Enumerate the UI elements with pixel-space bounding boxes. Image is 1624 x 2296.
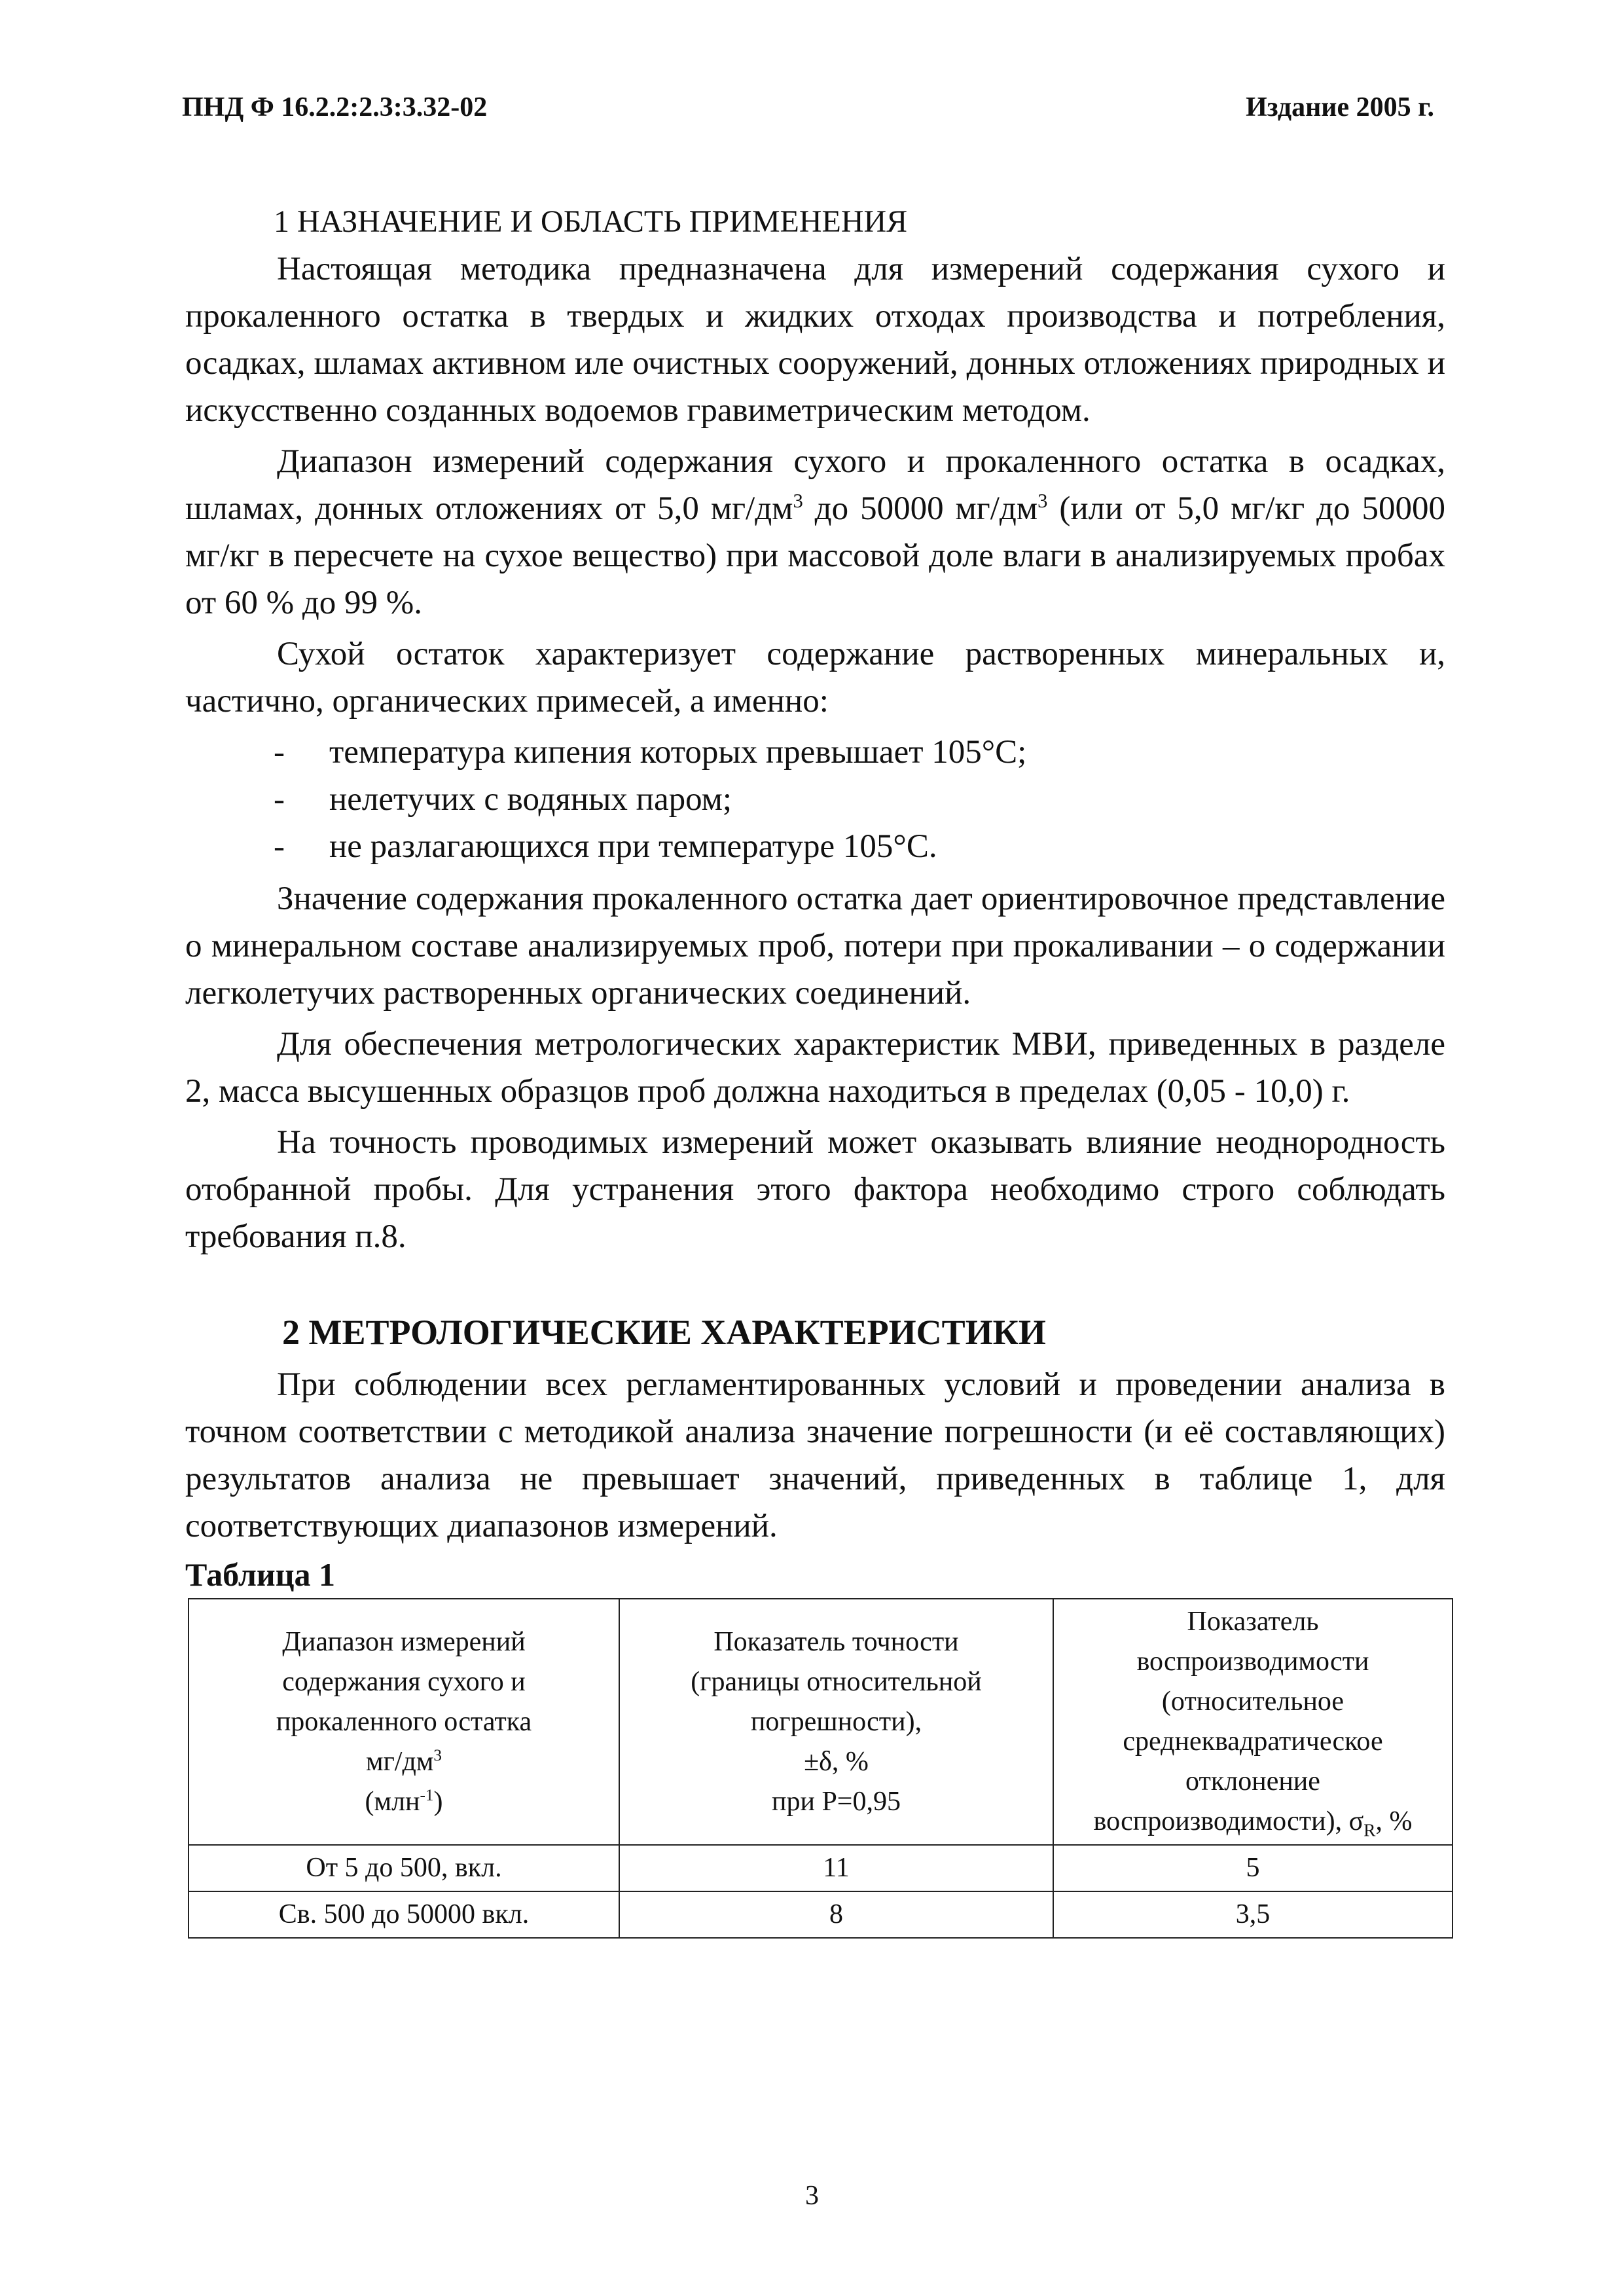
section-1-paragraph-mass: Для обеспечения метрологических характеристик МВИ, приведенных в разделе 2, масса высушенных образцов проб должна находиться в пределах (0,05 - 10,0) г.	[185, 1026, 1445, 1110]
list-item: - температура кипения которых превышает 105°С;	[274, 734, 1027, 771]
section-1-paragraph-accuracy: На точность проводимых измерений может оказывать влияние неоднородность отобранной пробы. Для устранения этого фактора необходимо строго соблюдать требования п.8.	[185, 1124, 1445, 1255]
impurity-list	[185, 729, 1445, 870]
table-header-row	[189, 1599, 1453, 1845]
metrology-table	[188, 1598, 1453, 1939]
document-body	[185, 200, 1445, 1939]
cell-accuracy: 11	[619, 1845, 1053, 1891]
section-2-title: 2 МЕТРОЛОГИЧЕСКИЕ ХАРАКТЕРИСТИКИ	[282, 1313, 1046, 1352]
header-cell-accuracy: Показатель точности (границы относительной погрешности), ±δ, % при Р=0,95	[619, 1599, 1053, 1845]
cell-accuracy: 8	[619, 1891, 1053, 1938]
document-code: ПНД Ф 16.2.2:2.3:3.32-02	[182, 92, 488, 122]
cell-reproducibility: 5	[1053, 1845, 1453, 1891]
section-1-paragraph-dry-residue: Сухой остаток характеризует содержание растворенных минеральных и, частично, органических примесей, а именно:	[185, 636, 1445, 720]
section-1-paragraph-range: Диапазон измерений содержания сухого и прокаленного остатка в осадках, шламах, донных отложениях от 5,0 $мг/дм^3$ до 50000 $мг/дм^3$ (или от 5,0 мг/кг до 50000 мг/кг в пересчете на сухое вещество) при массовой доле влаги в анализируемых пробах от 60 % до 99 %.	[185, 443, 1446, 621]
list-item: - нелетучих с водяных паром;	[274, 781, 732, 818]
cell-range: От 5 до 500, вкл.	[189, 1845, 619, 1891]
table-caption: Таблица 1	[185, 1556, 336, 1593]
section-1-title: 1 НАЗНАЧЕНИЕ И ОБЛАСТЬ ПРИМЕНЕНИЯ	[274, 204, 908, 239]
header-cell-range: Диапазон измерений содержания сухого и прокаленного остатка $мг/дм^3$ (млн$^{-1}$)	[189, 1599, 619, 1845]
list-item: - не разлагающихся при температуре 105°С.	[274, 828, 937, 865]
cell-range: Св. 500 до 50000 вкл.	[189, 1891, 619, 1938]
table-row	[189, 1891, 1453, 1938]
section-2-paragraph: При соблюдении всех регламентированных условий и проведении анализа в точном соответствии с методикой анализа значение погрешности (и её составляющих) результатов анализа не превышает значений, приведенных в таблице 1, для соответствующих диапазонов измерений.	[185, 1366, 1445, 1544]
header-cell-reproducibility: Показатель воспроизводимости (относительное среднеквадратическое отклонение воспроизводимости), $\sigma_R$, %	[1053, 1599, 1453, 1845]
page-number: 3	[805, 2181, 819, 2211]
table-row	[189, 1845, 1453, 1891]
section-1-paragraph-calcined: Значение содержания прокаленного остатка дает ориентировочное представление о минеральном составе анализируемых проб, потери при прокаливании – о содержании легколетучих растворенных органических соединений.	[185, 881, 1445, 1011]
edition-label: Издание 2005 г.	[1246, 92, 1434, 122]
cell-reproducibility: 3,5	[1053, 1891, 1453, 1938]
section-1-paragraph-purpose: Настоящая методика предназначена для измерений содержания сухого и прокаленного остатка в твердых и жидких отходах производства и потребления, осадках, шламах активном иле очистных сооружений, донных отложениях природных и искусственно созданных водоемов гравиметрическим методом.	[185, 251, 1445, 429]
